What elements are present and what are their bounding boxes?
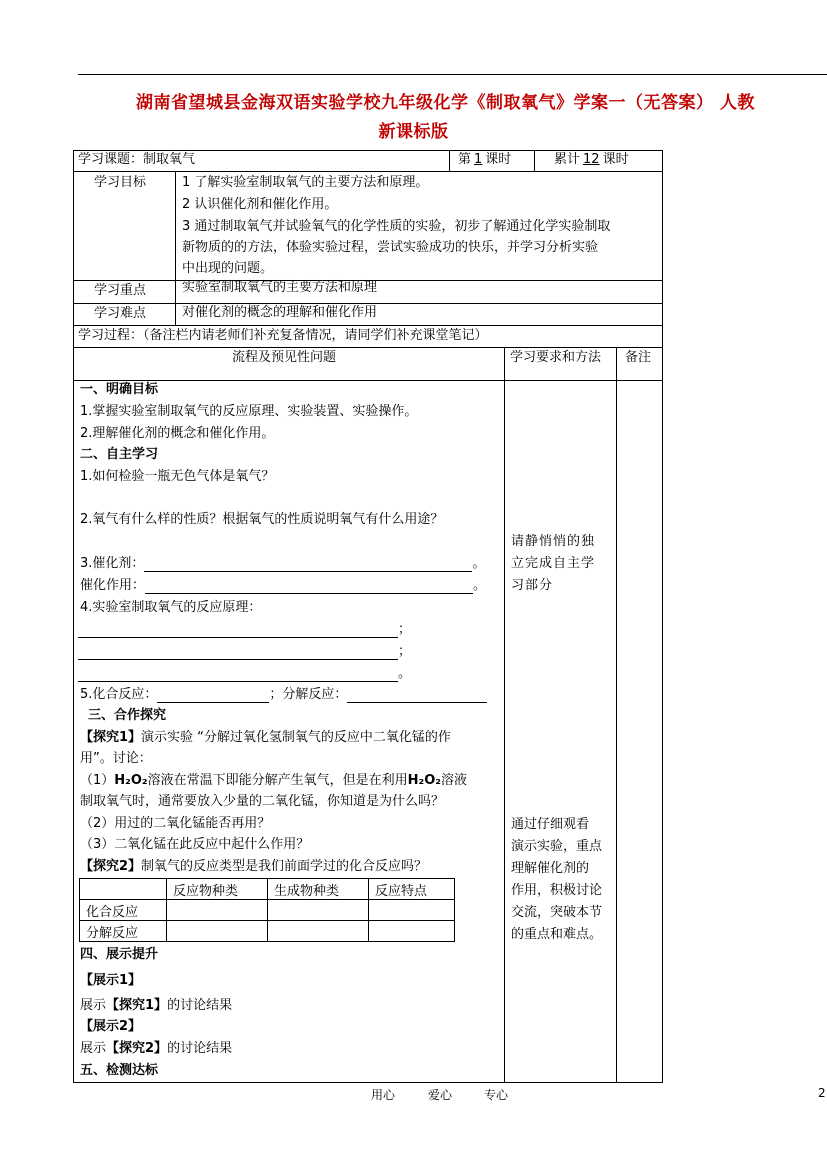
show-1-heading: 【展示1】 — [80, 973, 142, 988]
method-note: 演示实验，重点 — [511, 839, 603, 854]
table-cell[interactable] — [268, 900, 369, 921]
col-head-remark: 备注 — [625, 350, 652, 365]
key-point-text: 实验室制取氧气的主要方法和原理 — [182, 280, 378, 295]
goal-item: 2 认识催化剂和催化作用。 — [182, 197, 338, 212]
answer-line: ； — [78, 622, 411, 638]
difficulty-text: 对催化剂的概念的理解和催化作用 — [182, 305, 378, 320]
method-note: 请静悄悄的独 — [511, 534, 596, 549]
table-cell[interactable] — [369, 921, 455, 942]
footer-text: 爱心 — [428, 1088, 453, 1102]
period-count: 第 1 课时 — [458, 152, 512, 167]
table-cell: 分解反应 — [80, 921, 167, 942]
method-note: 交流，突破本节 — [511, 905, 603, 920]
discussion-2: （2）用过的二氧化锰能否再用？ — [80, 816, 271, 831]
goal-item: 3 通过制取氧气并试验氧气的化学性质的实验，初步了解通过化学实验制取 — [182, 219, 611, 234]
show-2-text: 展示【探究2】的讨论结果 — [80, 1041, 233, 1056]
show-2-heading: 【展示2】 — [80, 1019, 142, 1034]
goal-item: 新物质的的方法，体验实验过程，尝试实验成功的快乐，并学习分析实验 — [182, 240, 599, 255]
explore-1-cont: 用”。讨论： — [80, 751, 152, 766]
document-title-line1: 湖南省望城县金海双语实验学校九年级化学《制取氧气》学案一（无答案） 人教 — [136, 93, 755, 113]
method-note: 习部分 — [511, 578, 554, 593]
question: 2.氧气有什么样的性质？根据氧气的性质说明氧气有什么用途？ — [80, 512, 444, 527]
question-catalyst: 3.催化剂： 。 — [80, 556, 486, 571]
discussion-1: （1）H₂O₂溶液在常温下即能分解产生氧气，但是在利用H₂O₂溶液 — [80, 773, 467, 788]
table-cell: 化合反应 — [80, 900, 167, 921]
explore-2: 【探究2】制氧气的反应类型是我们前面学过的化合反应吗？ — [80, 859, 428, 874]
col-head-method: 学习要求和方法 — [510, 350, 602, 365]
answer-blank[interactable] — [144, 559, 472, 572]
header-rule — [78, 74, 827, 75]
goals-label: 学习目标 — [94, 175, 147, 190]
answer-blank[interactable] — [78, 669, 398, 682]
question-catalysis: 催化作用： 。 — [80, 578, 487, 593]
show-1-text: 展示【探究1】的讨论结果 — [80, 998, 233, 1013]
col-head-flow: 流程及预见性问题 — [232, 350, 337, 365]
table-header-cell — [80, 879, 167, 900]
section-heading: 四、展示提升 — [80, 947, 159, 962]
process-note: 学习过程：（备注栏内请老师们补充复备情况，请同学们补充课堂笔记） — [78, 328, 488, 343]
section-heading: 二、自主学习 — [80, 447, 159, 462]
difficulty-label: 学习难点 — [94, 306, 147, 321]
table-row — [80, 921, 455, 942]
answer-blank[interactable] — [78, 625, 398, 638]
answer-blank[interactable] — [347, 690, 487, 703]
objective-item: 1.掌握实验室制取氧气的反应原理、实验装置、实验操作。 — [80, 404, 418, 419]
section-heading: 五、检测达标 — [80, 1063, 159, 1078]
question-reaction-types: 5.化合反应： ；分解反应： — [80, 687, 487, 703]
discussion-3: （3）二氧化锰在此反应中起什么作用？ — [80, 837, 310, 852]
table-cell[interactable] — [369, 900, 455, 921]
answer-blank[interactable] — [157, 690, 269, 703]
table-cell[interactable] — [167, 921, 268, 942]
discussion-1-cont: 制取氧气时，通常要放入少量的二氧化锰，你知道是为什么吗？ — [80, 794, 445, 809]
answer-blank[interactable] — [78, 647, 398, 660]
method-note: 通过仔细观看 — [511, 817, 590, 832]
question: 4.实验室制取氧气的反应原理： — [80, 600, 262, 615]
answer-blank[interactable] — [145, 581, 473, 594]
table-cell[interactable] — [268, 921, 369, 942]
goal-item: 1 了解实验室制取氧气的主要方法和原理。 — [182, 175, 429, 190]
explore-1: 【探究1】演示实验 “分解过氧化氢制氧气的反应中二氧化锰的作 — [80, 730, 451, 745]
method-note: 的重点和难点。 — [511, 927, 603, 942]
key-point-label: 学习重点 — [94, 283, 147, 298]
section-heading: 三、合作探究 — [88, 708, 167, 723]
total-period-count: 累计 12 课时 — [554, 152, 629, 167]
answer-line: 。 — [78, 666, 411, 682]
method-note: 理解催化剂的 — [511, 861, 590, 876]
table-header-cell: 反应物种类 — [167, 879, 268, 900]
document-title-line2: 新课标版 — [378, 122, 449, 142]
footer-text: 专心 — [484, 1088, 509, 1102]
topic-label: 学习课题：制取氧气 — [78, 152, 196, 167]
footer-text: 用心 — [371, 1088, 396, 1102]
section-heading: 一、明确目标 — [80, 382, 159, 397]
answer-line: ； — [78, 644, 411, 660]
reaction-type-table — [79, 878, 455, 942]
table-header-cell: 生成物种类 — [268, 879, 369, 900]
goal-item: 中出现的问题。 — [182, 261, 274, 276]
method-note: 作用，积极讨论 — [511, 883, 603, 898]
page-number: 2 — [818, 1086, 826, 1100]
objective-item: 2.理解催化剂的概念和催化作用。 — [80, 426, 275, 441]
method-note: 立完成自主学 — [511, 556, 596, 571]
table-header-cell: 反应特点 — [369, 879, 455, 900]
table-row — [80, 900, 455, 921]
table-cell[interactable] — [167, 900, 268, 921]
question: 1.如何检验一瓶无色气体是氧气？ — [80, 469, 275, 484]
